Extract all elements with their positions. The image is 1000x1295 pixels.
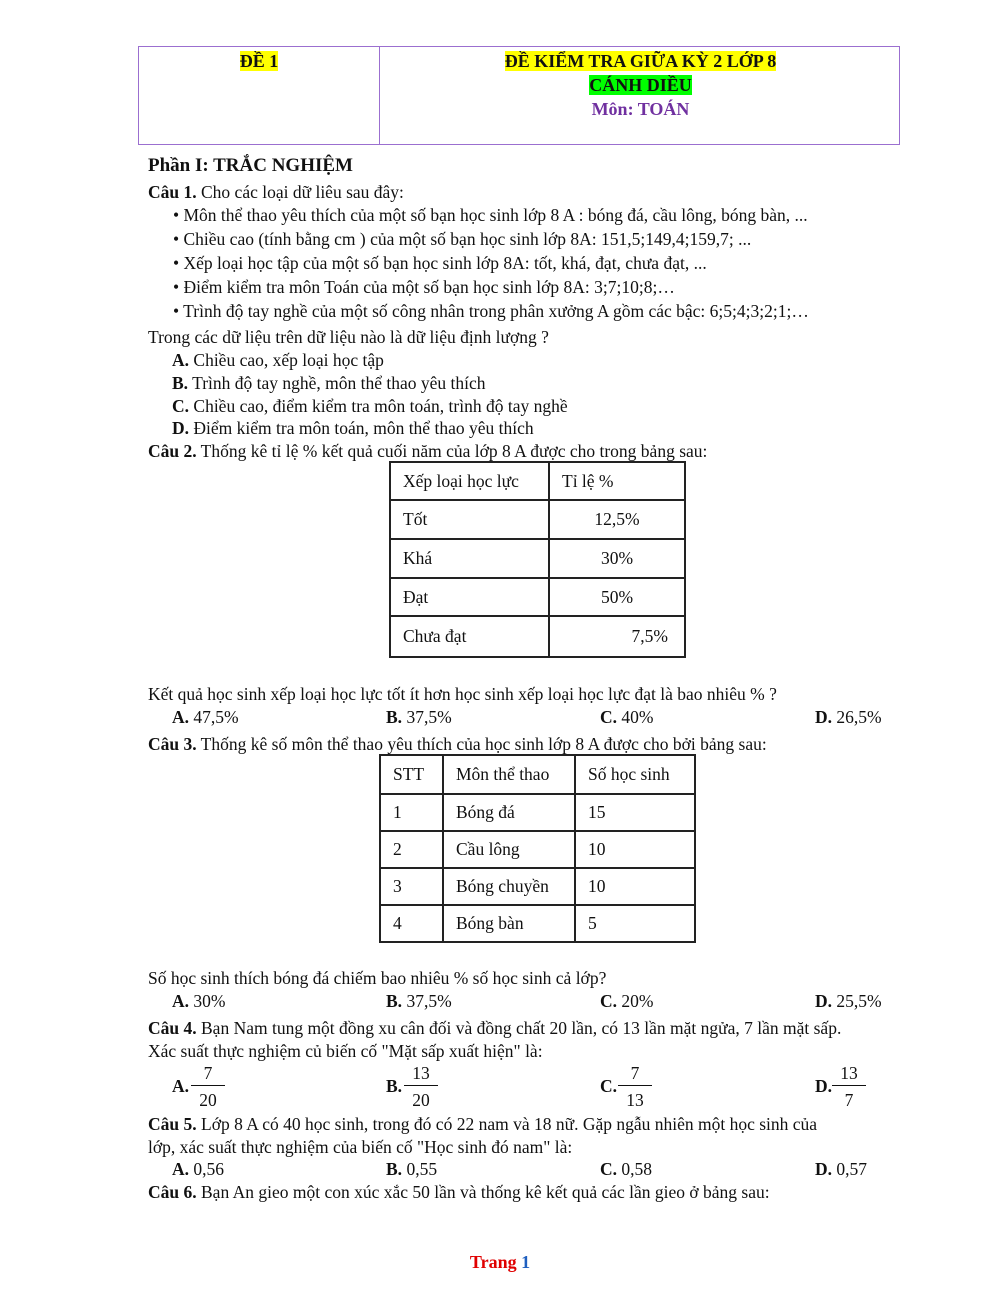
table-cell: Đạt bbox=[390, 578, 549, 616]
page-word: Trang bbox=[469, 1252, 517, 1272]
table-row bbox=[380, 905, 695, 942]
q2-option-a[interactable]: A. 47,5% bbox=[172, 707, 239, 727]
q5-option-c[interactable]: C. 0,58 bbox=[600, 1159, 653, 1179]
question-1: Câu 1. Cho các loại dữ liêu sau đây: bbox=[148, 182, 404, 202]
table-cell: 15 bbox=[575, 794, 695, 831]
table-cell: Bóng đá bbox=[443, 794, 575, 831]
table-cell: 1 bbox=[380, 794, 443, 831]
q3-option-d[interactable]: D. 25,5% bbox=[815, 991, 882, 1011]
q5-question: lớp, xác suất thực nghiệm của biến cố "Học sinh đó nam" là: bbox=[148, 1137, 573, 1157]
table-header-row bbox=[390, 462, 685, 500]
q4-option-b-key[interactable]: B. bbox=[386, 1076, 403, 1096]
table-header-cell: Tỉ lệ % bbox=[549, 462, 685, 500]
table-row bbox=[380, 831, 695, 868]
q1-bullet-4: • Điểm kiểm tra môn Toán của một số bạn học sinh lớp 8A: 3;7;10;8;… bbox=[173, 277, 675, 297]
exam-code: ĐỀ 1 bbox=[239, 51, 279, 71]
q2-question: Kết quả học sinh xếp loại học lực tốt ít hơn học sinh xếp loại học lực đạt là bao nhiêu % ? bbox=[148, 684, 777, 704]
page-footer bbox=[0, 1252, 1000, 1273]
table-cell: 10 bbox=[575, 868, 695, 905]
table-cell: Cầu lông bbox=[443, 831, 575, 868]
q1-bullet-1: • Môn thể thao yêu thích của một số bạn học sinh lớp 8 A : bóng đá, cầu lông, bóng bàn, ... bbox=[173, 205, 808, 225]
table-header-cell: Xếp loại học lực bbox=[390, 462, 549, 500]
q1-bullet-5: • Trình độ tay nghề của một số công nhân trong phân xưởng A gồm các bậc: 6;5;4;3;2;1;… bbox=[173, 301, 809, 321]
table-header-cell: Môn thể thao bbox=[443, 755, 575, 794]
q3-option-a[interactable]: A. 30% bbox=[172, 991, 226, 1011]
q4-option-a-key[interactable]: A. bbox=[172, 1076, 190, 1096]
q3-question: Số học sinh thích bóng đá chiếm bao nhiêu % số học sinh cả lớp? bbox=[148, 968, 607, 988]
q3-option-b[interactable]: B. 37,5% bbox=[386, 991, 452, 1011]
question-4: Câu 4. Bạn Nam tung một đồng xu cân đối và đồng chất 20 lần, có 13 lần mặt ngửa, 7 lần mặt sấp. bbox=[148, 1018, 842, 1038]
q1-question: Trong các dữ liệu trên dữ liệu nào là dữ liệu định lượng ? bbox=[148, 327, 549, 347]
table-cell: 5 bbox=[575, 905, 695, 942]
q3-table bbox=[379, 754, 696, 943]
table-header-cell: STT bbox=[380, 755, 443, 794]
exam-subject: Môn: TOÁN bbox=[591, 99, 690, 119]
q1-option-c[interactable]: C. Chiều cao, điểm kiểm tra môn toán, trình độ tay nghề bbox=[172, 396, 568, 416]
question-5: Câu 5. Lớp 8 A có 40 học sinh, trong đó có 22 nam và 18 nữ. Gặp ngẫu nhiên một học sinh của bbox=[148, 1114, 818, 1134]
table-cell: 30% bbox=[549, 539, 685, 578]
q4-option-c-key[interactable]: C. bbox=[600, 1076, 618, 1096]
table-cell: Khá bbox=[390, 539, 549, 578]
question-6: Câu 6. Bạn An gieo một con xúc xắc 50 lần và thống kê kết quả các lần gieo ở bảng sau: bbox=[148, 1182, 770, 1202]
q2-table bbox=[389, 461, 686, 658]
table-row bbox=[390, 578, 685, 616]
q5-option-d[interactable]: D. 0,57 bbox=[815, 1159, 868, 1179]
q2-option-d[interactable]: D. 26,5% bbox=[815, 707, 882, 727]
q2-option-c[interactable]: C. 40% bbox=[600, 707, 654, 727]
table-cell: Bóng chuyền bbox=[443, 868, 575, 905]
question-2: Câu 2. Thống kê tỉ lệ % kết quả cuối năm của lớp 8 A được cho trong bảng sau: bbox=[148, 441, 708, 461]
table-cell: 2 bbox=[380, 831, 443, 868]
table-row bbox=[390, 539, 685, 578]
q4-option-b-fraction[interactable]: $\frac{13}{20}$ bbox=[404, 1063, 438, 1110]
q4-option-d-fraction[interactable]: $\frac{13}{7}$ bbox=[832, 1063, 866, 1110]
table-row bbox=[380, 794, 695, 831]
table-header-row bbox=[380, 755, 695, 794]
table-row bbox=[390, 500, 685, 539]
q1-option-b[interactable]: B. Trình độ tay nghề, môn thể thao yêu thích bbox=[172, 373, 486, 393]
page-number: 1 bbox=[521, 1252, 531, 1272]
q1-bullet-2: • Chiều cao (tính bằng cm ) của một số bạn học sinh lớp 8A: 151,5;149,4;159,7; ... bbox=[173, 229, 752, 249]
q2-option-b[interactable]: B. 37,5% bbox=[386, 707, 452, 727]
q5-option-a[interactable]: A. 0,56 bbox=[172, 1159, 225, 1179]
q4-option-d-key[interactable]: D. bbox=[815, 1076, 833, 1096]
q1-option-a[interactable]: A. Chiều cao, xếp loại học tập bbox=[172, 350, 384, 370]
table-cell: Bóng bàn bbox=[443, 905, 575, 942]
question-3: Câu 3. Thống kê số môn thể thao yêu thích của học sinh lớp 8 A được cho bởi bảng sau: bbox=[148, 734, 767, 754]
table-row bbox=[390, 616, 685, 657]
table-cell: 7,5% bbox=[549, 616, 685, 657]
q4-option-a-fraction[interactable]: $\frac{7}{20}$ bbox=[191, 1063, 225, 1110]
q4-option-c-fraction[interactable]: $\frac{7}{13}$ bbox=[618, 1063, 652, 1110]
table-cell: 50% bbox=[549, 578, 685, 616]
table-row bbox=[380, 868, 695, 905]
q1-option-d[interactable]: D. Điểm kiểm tra môn toán, môn thể thao yêu thích bbox=[172, 418, 534, 438]
q4-question: Xác suất thực nghiệm củ biến cố "Mặt sấp xuất hiện" là: bbox=[148, 1041, 543, 1061]
q5-option-b[interactable]: B. 0,55 bbox=[386, 1159, 438, 1179]
exam-series: CÁNH DIỀU bbox=[589, 75, 692, 95]
q3-option-c[interactable]: C. 20% bbox=[600, 991, 654, 1011]
table-cell: 10 bbox=[575, 831, 695, 868]
q1-bullet-3: • Xếp loại học tập của một số bạn học sinh lớp 8A: tốt, khá, đạt, chưa đạt, ... bbox=[173, 253, 707, 273]
table-cell: 12,5% bbox=[549, 500, 685, 539]
exam-header bbox=[138, 46, 900, 145]
exam-title: ĐỀ KIỂM TRA GIỮA KỲ 2 LỚP 8 bbox=[504, 51, 777, 71]
table-header-cell: Số học sinh bbox=[575, 755, 695, 794]
table-cell: Chưa đạt bbox=[390, 616, 549, 657]
section-title: Phần I: TRẮC NGHIỆM bbox=[148, 155, 353, 176]
table-cell: 3 bbox=[380, 868, 443, 905]
table-cell: Tốt bbox=[390, 500, 549, 539]
table-cell: 4 bbox=[380, 905, 443, 942]
